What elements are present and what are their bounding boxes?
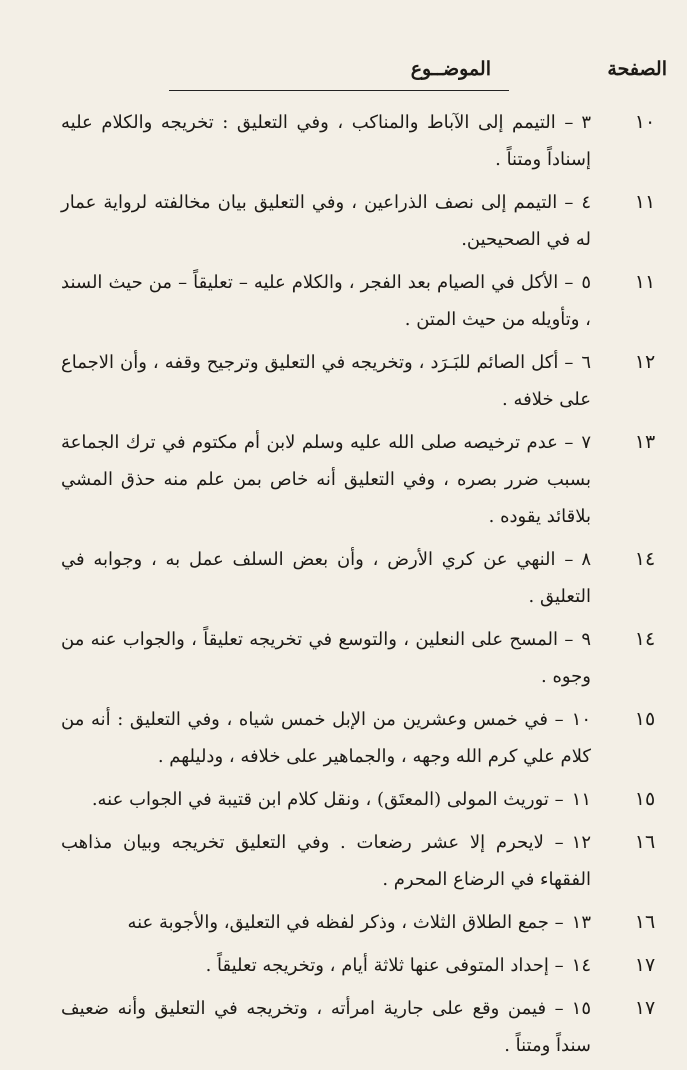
entry-description: – أكل الصائم للبَـرَد ، وتخريجه في التعليق وترجيح وقفه ، وأن الاجماع على خلافه . bbox=[61, 352, 591, 410]
entry-number: ٧ bbox=[581, 432, 591, 453]
page-number: ١٥ bbox=[634, 708, 656, 730]
entry-description: – التيمم إلى الآباط والمناكب ، وفي التعليق : تخريجه والكلام عليه إسناداً ومتناً . bbox=[61, 112, 591, 170]
entry-text bbox=[61, 701, 591, 775]
contents-entry bbox=[0, 904, 687, 941]
page-number: ١٦ bbox=[634, 911, 656, 933]
contents-entry bbox=[0, 947, 687, 984]
entry-text bbox=[61, 424, 591, 535]
page-number: ١٢ bbox=[634, 351, 656, 373]
table-header bbox=[0, 58, 687, 98]
entry-description: – إحداد المتوفى عنها ثلاثة أيام ، وتخريجه تعليقاً . bbox=[205, 955, 564, 976]
entry-number: ١٥ bbox=[571, 998, 591, 1019]
contents-entry bbox=[0, 424, 687, 535]
entry-description: – توريث المولى (المعتَق) ، ونقل كلام ابن قتيبة في الجواب عنه. bbox=[91, 789, 564, 810]
entry-text bbox=[61, 781, 591, 818]
page-number: ١٤ bbox=[634, 628, 656, 650]
page-column-heading: الصفحة bbox=[607, 58, 667, 80]
entry-text bbox=[61, 541, 591, 615]
contents-list bbox=[0, 104, 687, 1070]
contents-entry bbox=[0, 781, 687, 818]
entry-description: – النهي عن كري الأرض ، وأن بعض السلف عمل به ، وجوابه في التعليق . bbox=[61, 549, 591, 607]
page-number: ١٤ bbox=[634, 548, 656, 570]
entry-number: ٣ bbox=[581, 112, 591, 133]
entry-description: – فيمن وقع على جارية امرأته ، وتخريجه في التعليق وأنه ضعيف سنداً ومتناً . bbox=[61, 998, 591, 1056]
topic-column-heading: الموضــوع bbox=[410, 58, 491, 80]
entry-text bbox=[61, 264, 591, 338]
entry-description: – لايحرم إلا عشر رضعات . وفي التعليق تخريجه وبيان مذاهب الفقهاء في الرضاع المحرم . bbox=[61, 832, 591, 890]
contents-entry bbox=[0, 264, 687, 338]
entry-number: ١١ bbox=[571, 789, 591, 810]
entry-description: – التيمم إلى نصف الذراعين ، وفي التعليق بيان مخالفته لرواية عمار له في الصحيحين. bbox=[61, 192, 591, 250]
entry-text bbox=[61, 947, 591, 984]
entry-description: – في خمس وعشرين من الإبل خمس شياه ، وفي التعليق : أنه من كلام علي كرم الله وجهه ، والجماهير على خلافه ، ودليلهم . bbox=[61, 709, 591, 767]
page-number: ١٥ bbox=[634, 788, 656, 810]
page-number: ١٧ bbox=[634, 954, 656, 976]
entry-description: – جمع الطلاق الثلاث ، وذكر لفظه في التعليق، والأجوبة عنه bbox=[127, 912, 564, 933]
entry-text bbox=[61, 621, 591, 695]
entry-text bbox=[61, 104, 591, 178]
contents-entry bbox=[0, 344, 687, 418]
header-underline bbox=[169, 90, 509, 91]
contents-entry bbox=[0, 990, 687, 1064]
contents-entry bbox=[0, 621, 687, 695]
entry-text bbox=[61, 184, 591, 258]
entry-number: ٤ bbox=[581, 192, 591, 213]
entry-number: ٨ bbox=[581, 549, 591, 570]
entry-number: ١٣ bbox=[571, 912, 591, 933]
page-number: ١١ bbox=[634, 271, 656, 293]
entry-text bbox=[61, 824, 591, 898]
entry-number: ٩ bbox=[581, 629, 591, 650]
entry-description: – عدم ترخيصه صلى الله عليه وسلم لابن أم مكتوم في ترك الجماعة بسبب ضرر بصره ، وفي التعليق أنه خاص بمن علم منه حذق المشي بلاقائد يقوده . bbox=[61, 432, 591, 527]
entry-number: ١٤ bbox=[571, 955, 591, 976]
entry-text bbox=[61, 904, 591, 941]
entry-text bbox=[61, 990, 591, 1064]
page-number: ١٦ bbox=[634, 831, 656, 853]
entry-text bbox=[61, 344, 591, 418]
page-number: ١١ bbox=[634, 191, 656, 213]
entry-number: ١٢ bbox=[571, 832, 591, 853]
page-number: ١٠ bbox=[634, 111, 656, 133]
page-number: ١٧ bbox=[634, 997, 656, 1019]
entry-number: ٦ bbox=[581, 352, 591, 373]
contents-entry bbox=[0, 541, 687, 615]
entry-description: – المسح على النعلين ، والتوسع في تخريجه تعليقاً ، والجواب عنه من وجوه . bbox=[61, 629, 591, 687]
contents-entry bbox=[0, 824, 687, 898]
entry-description: – الأكل في الصيام بعد الفجر ، والكلام عليه – تعليقاً – من حيث السند ، وتأويله من حيث المتن . bbox=[61, 272, 591, 330]
page-number: ١٣ bbox=[634, 431, 656, 453]
entry-number: ٥ bbox=[581, 272, 591, 293]
contents-entry bbox=[0, 184, 687, 258]
contents-entry bbox=[0, 104, 687, 178]
contents-entry bbox=[0, 701, 687, 775]
entry-number: ١٠ bbox=[571, 709, 591, 730]
